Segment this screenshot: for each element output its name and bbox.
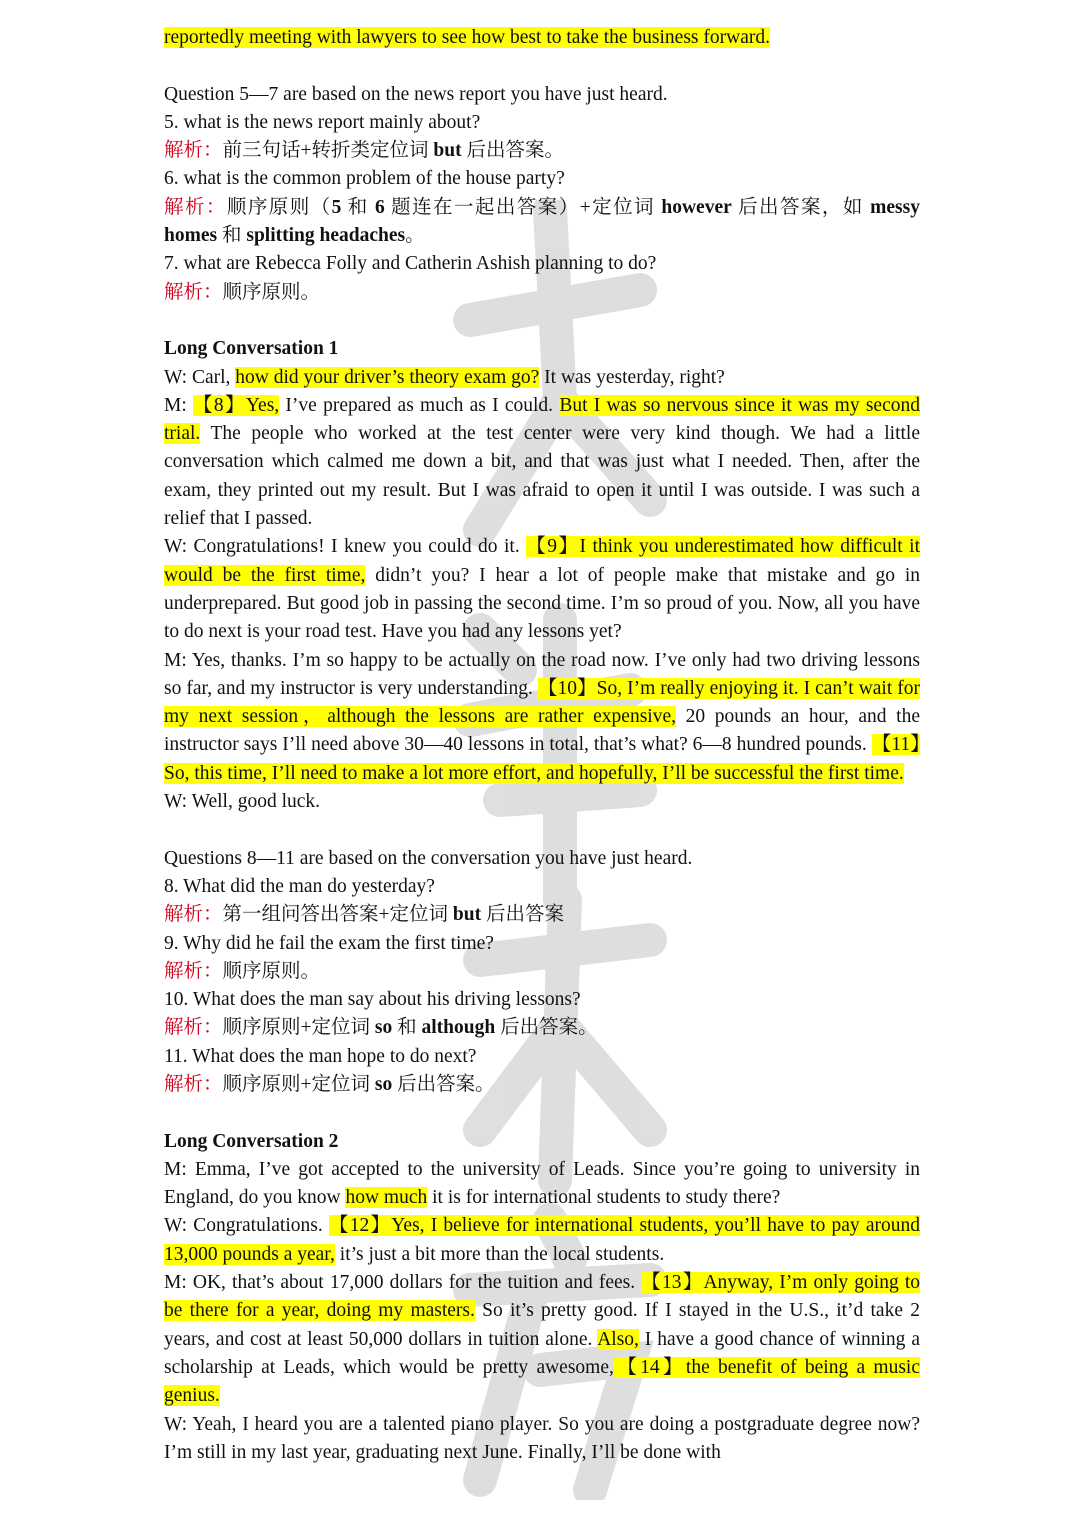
analysis-label: 解析：	[164, 196, 227, 218]
questions-8-11-header: Questions 8—11 are based on the conversation you have just heard.	[164, 847, 693, 869]
highlighted-text: But I was so nervous since it was my second trial.	[164, 394, 920, 445]
analysis-5: 解析：前三句话+转折类定位词 but 后出答案。	[164, 140, 564, 162]
question-9: 9. Why did he fail the exam the first time?	[164, 932, 494, 954]
questions-5-7-header: Question 5—7 are based on the news report you have just heard.	[164, 83, 668, 105]
question-6: 6. what is the common problem of the house party?	[164, 168, 565, 190]
analysis-11: 解析：顺序原则+定位词 so 后出答案。	[164, 1073, 495, 1095]
analysis-8: 解析：第一组问答出答案+定位词 but 后出答案	[164, 904, 564, 926]
highlighted-text: reportedly meeting with lawyers to see how best to take the business forward.	[164, 27, 770, 48]
question-8: 8. What did the man do yesterday?	[164, 875, 435, 897]
question-7: 7. what are Rebecca Folly and Catherin Ashish planning to do?	[164, 253, 657, 275]
analysis-label: 解析：	[164, 281, 223, 303]
highlighted-text: how did your driver’s theory exam go?	[235, 366, 540, 388]
intro-paragraph	[164, 24, 920, 52]
highlighted-text: 【14】the benefit of being a music genius.	[164, 1356, 920, 1407]
highlighted-text: 【13】Anyway, I’m only going to be there for a year, doing my masters.	[164, 1272, 920, 1322]
lc1-line-w1: W: Carl, how did your driver’s theory exam go? It was yesterday, right?	[164, 366, 725, 388]
lc1-line-w3: W: Well, good luck.	[164, 791, 321, 813]
highlighted-text: 【10】So, I’m really enjoying it. I can’t wait for my next session，although the lessons are rather expensive,	[164, 677, 921, 728]
analysis-9: 解析：顺序原则。	[164, 960, 321, 982]
question-11: 11. What does the man hope to do next?	[164, 1045, 477, 1067]
lc2-line-m1: M: Emma, I’ve got accepted to the university of Leads. Since you’re going to university in England, do you know how much it is for international students to study there?	[164, 1158, 920, 1209]
highlighted-text: 【11】So, this time, I’ll need to make a lot more effort, and hopefully, I’ll be successful the first time.	[164, 734, 920, 784]
analysis-label: 解析：	[164, 960, 223, 982]
long-conversation-1-title: Long Conversation 1	[164, 338, 339, 360]
lc1-line-w2: W: Congratulations! I knew you could do it. 【9】I think you underestimated how difficult it would be the first time, didn’t you? I hear a lot of people make that mistake and go in underprepared. But good job in passing the second time. I’m so proud of you. Now, all you have to do next is your road test. Have you had any lessons yet?	[164, 536, 920, 643]
document-page	[164, 24, 920, 1467]
question-10: 10. What does the man say about his driving lessons?	[164, 989, 581, 1011]
lc1-line-m1: M: 【8】Yes, I’ve prepared as much as I could. But I was so nervous since it was my second trial. The people who worked at the test center were very kind though. We had a little conversation which calmed me down a bit, and that was just what I needed. Then, after the exam, they printed out my result. But I was afraid to open it until I was outside. I was such a relief that I passed.	[164, 394, 920, 530]
lc2-line-m2: M: OK, that’s about 17,000 dollars for the tuition and fees. 【13】Anyway, I’m only going to be there for a year, doing my masters. So it’s pretty good. If I stayed in the U.S., it’d take 2 years, and cost at least 50,000 dollars in tuition alone. Also, I have a good chance of winning a scholarship at Leads, which would be pretty awesome,【14】the benefit of being a music genius.	[164, 1272, 920, 1407]
lc2-line-w2: W: Yeah, I heard you are a talented piano player. So you are doing a postgraduate degree now? I’m still in my last year, graduating next June. Finally, I’ll be done with	[164, 1413, 920, 1463]
analysis-7: 解析：顺序原则。	[164, 281, 321, 303]
highlighted-text: how much	[345, 1187, 428, 1209]
long-conversation-2-title: Long Conversation 2	[164, 1130, 339, 1152]
analysis-label: 解析：	[164, 904, 223, 926]
question-5: 5. what is the news report mainly about?	[164, 111, 481, 133]
highlighted-text: Also,	[597, 1328, 639, 1350]
analysis-label: 解析：	[164, 1073, 223, 1095]
lc2-line-w1: W: Congratulations. 【12】Yes, I believe for international students, you’ll have to pay around 13,000 pounds a year, it’s just a bit more than the local students.	[164, 1215, 920, 1265]
analysis-6: 解析：顺序原则（5 和 6 题连在一起出答案）+定位词 however 后出答案，如 messy homes 和 splitting headaches。	[164, 196, 920, 247]
lc1-line-m2: M: Yes, thanks. I’m so happy to be actually on the road now. I’ve only had two driving lessons so far, and my instructor is very understanding. 【10】So, I’m really enjoying it. I can’t wait for my next session，although the lessons are rather expensive, 20 pounds an hour, and the instructor says I’ll need above 30—40 lessons in total, that’s what? 6—8 hundred pounds. 【11】So, this time, I’ll need to make a lot more effort, and hopefully, I’ll be successful the first time.	[164, 649, 921, 784]
analysis-10: 解析：顺序原则+定位词 so 和 although 后出答案。	[164, 1017, 598, 1039]
analysis-label: 解析：	[164, 140, 223, 162]
highlighted-text: 【9】I think you underestimated how difficult it would be the first time,	[164, 536, 920, 586]
analysis-label: 解析：	[164, 1017, 223, 1039]
highlighted-text: 【8】Yes,	[193, 394, 280, 416]
highlighted-text: 【12】Yes, I believe for international students, you’ll have to pay around 13,000 pounds a year,	[164, 1215, 920, 1265]
